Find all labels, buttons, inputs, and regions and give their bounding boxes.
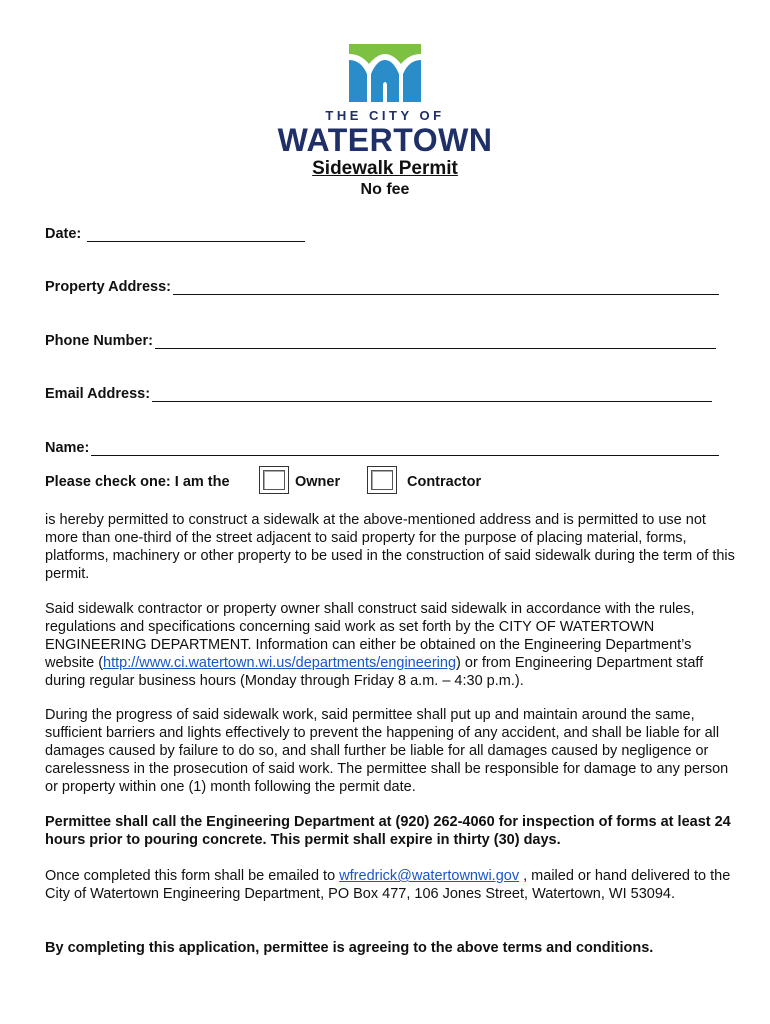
- page-subtitle: No fee: [360, 181, 410, 198]
- date-label: Date:: [45, 226, 82, 242]
- contractor-checkbox[interactable]: [367, 466, 397, 494]
- city-logo: [272, 44, 498, 156]
- property-address-field: [45, 279, 719, 295]
- role-prompt: Please check one: I am the: [45, 474, 230, 490]
- paragraph-specifications: [45, 600, 735, 690]
- paragraph-liability: During the progress of said sidewalk work, said permittee shall put up and maintain around the same, sufficient barriers and lights effectively to prevent the happening of any accident, and shall be liable for all damages caused by failure to do so, and shall further be liable for all damages caused by negligence or carelessness in the prosecution of said work. The permittee shall be responsible for damage to any person or property within one (1) month following the permit date.: [45, 707, 729, 795]
- phone-input[interactable]: [155, 334, 716, 349]
- owner-label: Owner: [295, 474, 341, 490]
- logo-line2: WATERTOWN: [277, 122, 493, 158]
- page-title: Sidewalk Permit: [312, 158, 458, 179]
- engineering-website-link[interactable]: http://www.ci.watertown.wi.us/departments/engineering: [103, 655, 457, 671]
- submission-text-before: Once completed this form shall be emailed to: [45, 868, 340, 884]
- name-label: Name:: [45, 440, 90, 456]
- phone-field: [45, 333, 716, 349]
- city-logo-mark: [349, 44, 421, 102]
- property-address-input[interactable]: [173, 280, 719, 295]
- email-field: [45, 386, 712, 402]
- submission-text-after: , mailed or hand delivered to the City of Watertown Engineering Department, PO Box 477, 106 Jones Street, Watertown, WI 53094.: [45, 868, 731, 902]
- spec-text-before: Said sidewalk contractor or property owner shall construct said sidewalk in accordance with the rules, regulations and specifications concerning said work as set forth by the CITY OF WATERTOWN ENGINEERING DEPARTMENT. Information can either be obtained on the Engineering Department’s website (: [45, 601, 695, 671]
- date-field: [45, 226, 305, 242]
- property-address-label: Property Address:: [45, 279, 171, 295]
- paragraph-submission: [45, 867, 735, 903]
- contractor-label: Contractor: [407, 474, 482, 490]
- paragraph-inspection: Permittee shall call the Engineering Department at (920) 262-4060 for inspection of forms at least 24 hours prior to pouring concrete. This permit shall expire in thirty (30) days.: [45, 814, 731, 848]
- phone-label: Phone Number:: [45, 333, 153, 349]
- paragraph-permission: is hereby permitted to construct a sidewalk at the above-mentioned address and is permitted to use not more than one-third of the street adjacent to said property for the purpose of placing material, forms, platforms, machinery or other property to be used in the construction of said sidewalk during the term of this permit.: [45, 512, 735, 582]
- paragraph-agreement: By completing this application, permittee is agreeing to the above terms and conditions.: [45, 940, 654, 956]
- name-field: [45, 440, 719, 456]
- email-label: Email Address:: [45, 386, 151, 402]
- email-input[interactable]: [152, 387, 712, 402]
- spec-text-after: ) or from Engineering Department staff during regular business hours (Monday through Friday 8 a.m. – 4:30 p.m.).: [45, 655, 704, 689]
- email-link[interactable]: wfredrick@watertownwi.gov: [339, 868, 520, 884]
- date-input[interactable]: [87, 227, 305, 242]
- owner-checkbox[interactable]: [259, 466, 289, 494]
- name-input[interactable]: [91, 441, 719, 456]
- logo-line1: THE CITY OF: [325, 108, 445, 123]
- role-check-row: [45, 466, 745, 496]
